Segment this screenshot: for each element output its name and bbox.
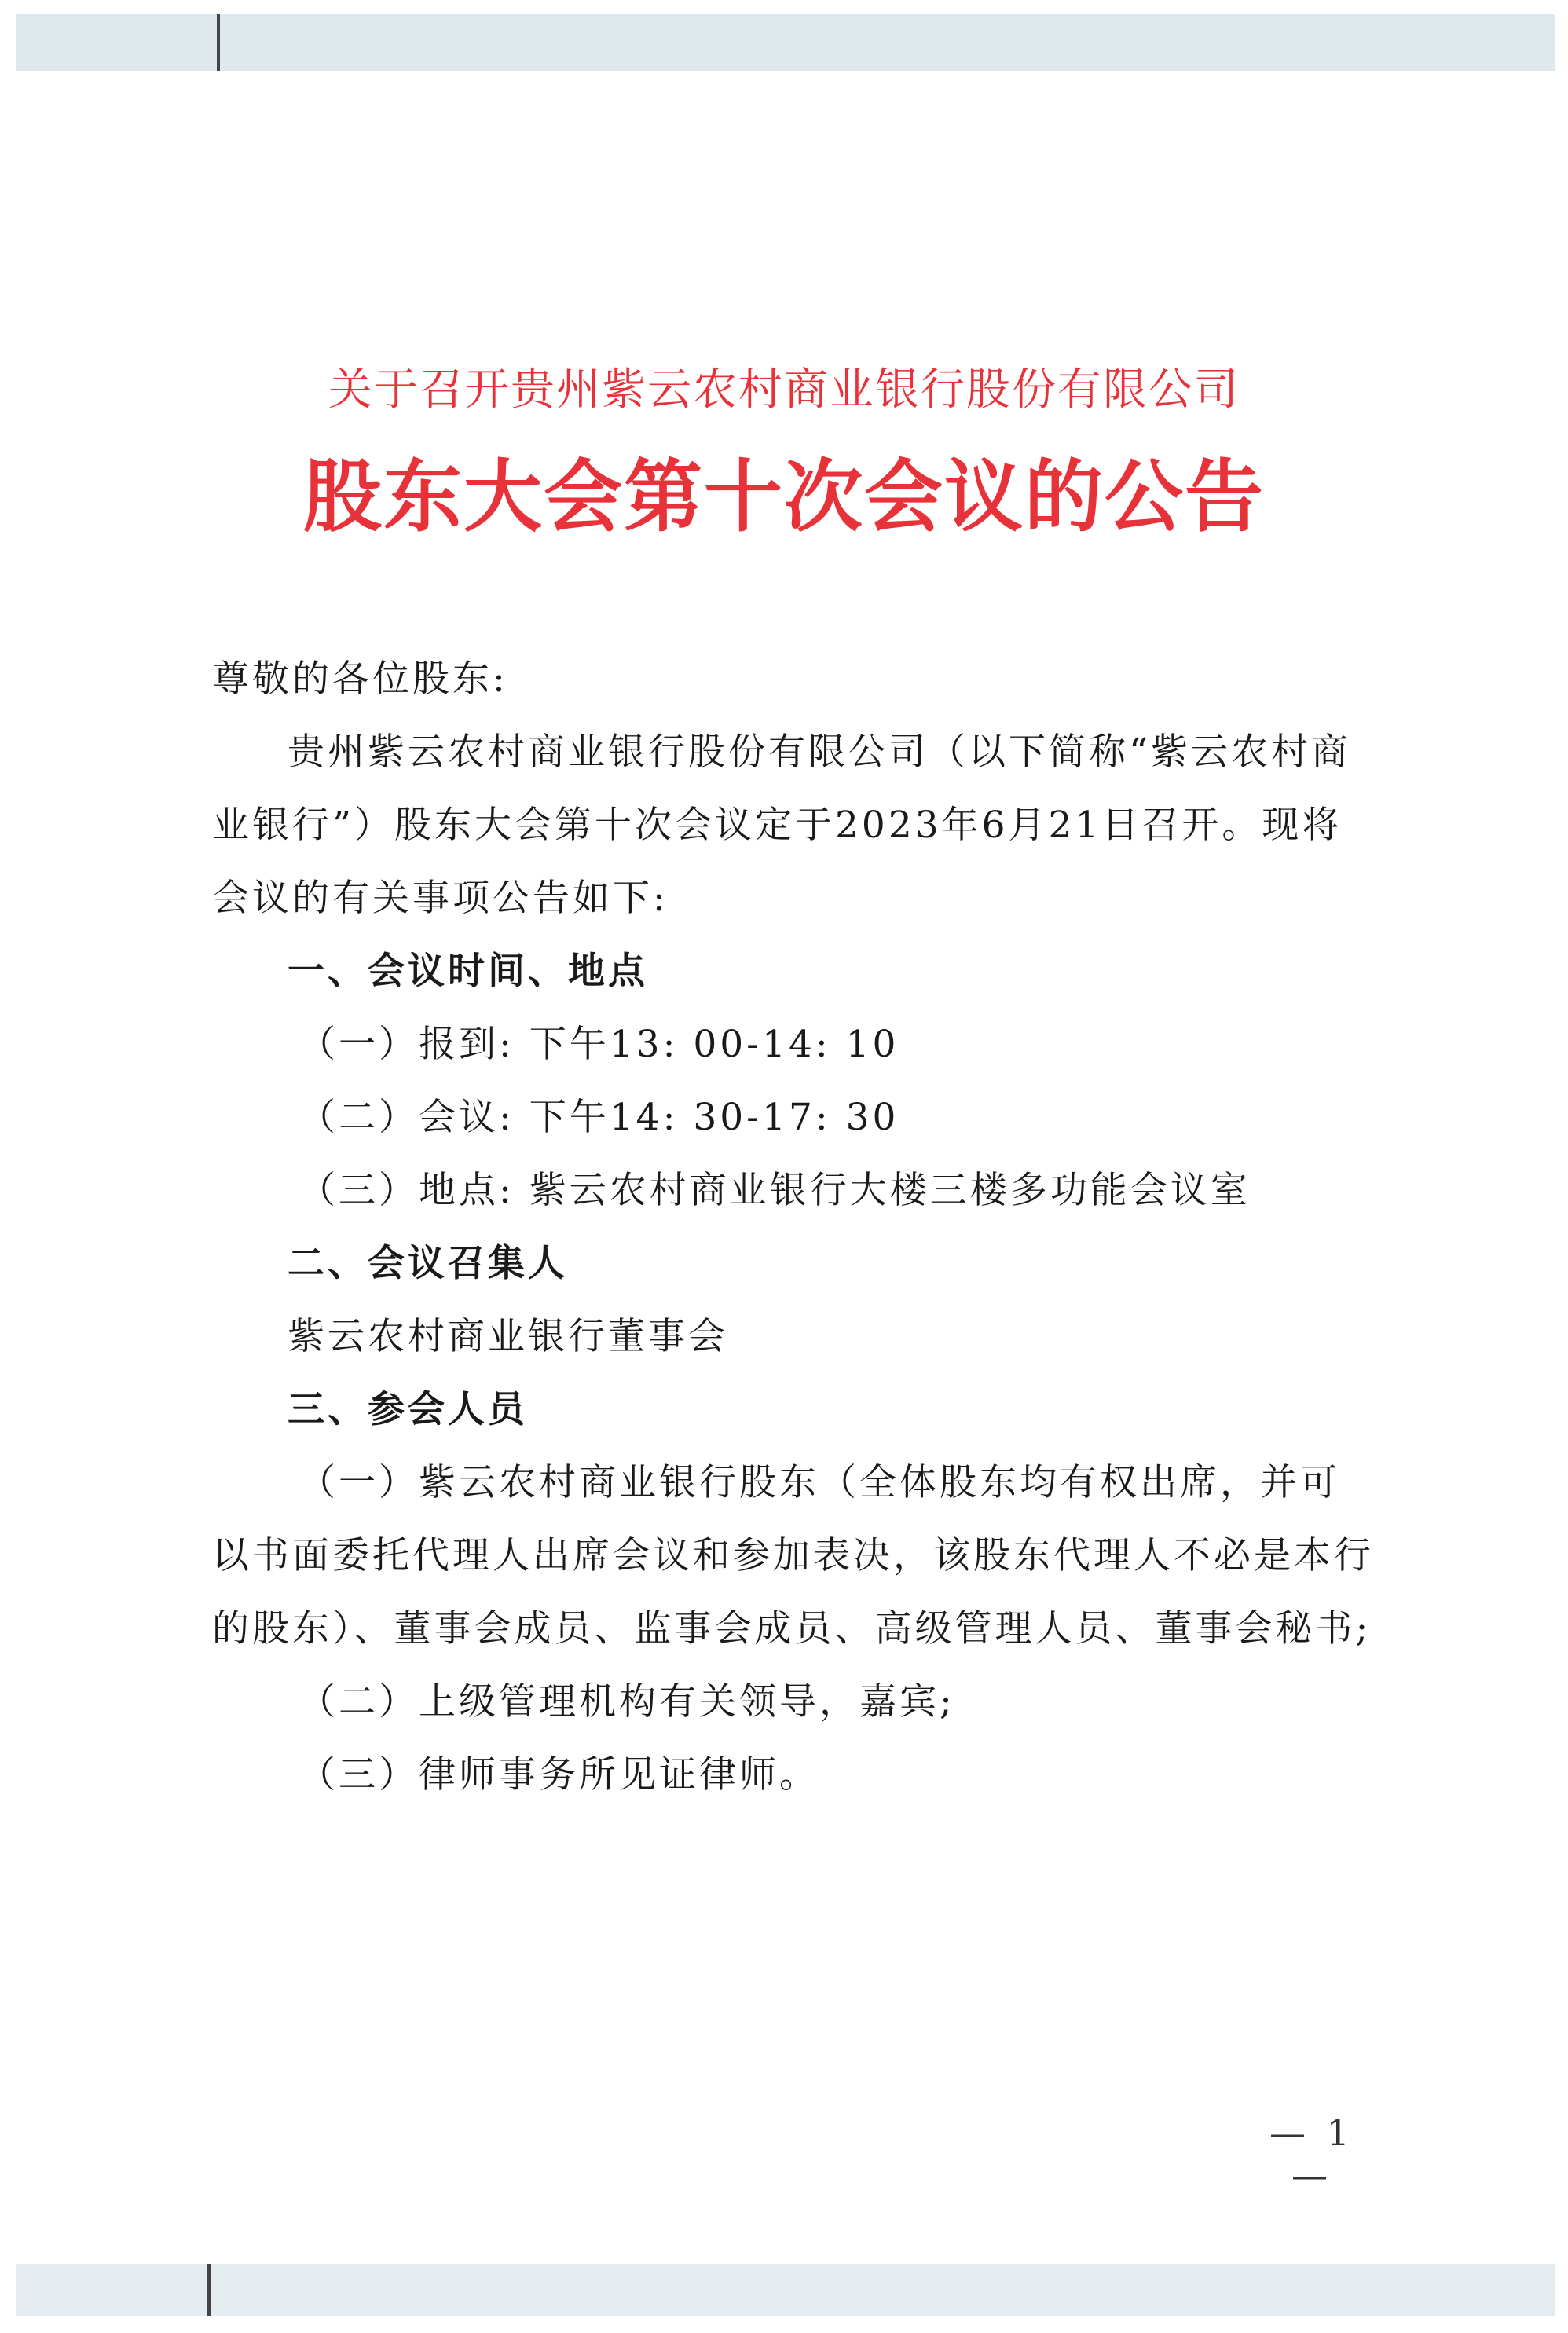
scan-edge-bottom — [16, 2264, 1555, 2316]
section-3-heading: 三、参会人员 — [288, 1388, 528, 1431]
scan-mark-bottom — [207, 2264, 211, 2316]
salutation: 尊敬的各位股东: — [212, 657, 508, 701]
document-body — [212, 643, 1375, 1811]
section-1-item: （二）会议: 下午14: 30-17: 30 — [299, 1096, 899, 1139]
section-2-text: 紫云农村商业银行董事会 — [288, 1315, 728, 1358]
section-3-item: （三）律师事务所见证律师。 — [299, 1753, 819, 1796]
section-3-item: （二）上级管理机构有关领导，嘉宾; — [299, 1680, 955, 1723]
section-1-item: （一）报到: 下午13: 00-14: 10 — [299, 1023, 899, 1066]
scan-edge-top — [16, 14, 1555, 71]
page-number: — 1 — — [1269, 2111, 1354, 2196]
title-line-1: 关于召开贵州紫云农村商业银行股份有限公司 — [328, 364, 1240, 416]
section-3-item: （一）紫云农村商业银行股东（全体股东均有权出席，并可以书面委托代理人出席会议和参加表决，该股东代理人不必是本行的股东）、董事会成员、监事会成员、高级管理人员、董事会秘书; — [212, 1461, 1374, 1650]
section-1-item: （三）地点: 紫云农村商业银行大楼三楼多功能会议室 — [299, 1169, 1251, 1212]
title-line-2: 股东大会第十次会议的公告 — [303, 450, 1265, 543]
section-1-heading: 一、会议时间、地点 — [288, 950, 648, 993]
section-2-heading: 二、会议召集人 — [288, 1242, 568, 1285]
scan-mark-top — [217, 14, 220, 71]
intro-paragraph: 贵州紫云农村商业银行股份有限公司（以下简称“紫云农村商业银行”）股东大会第十次会议定于2023年6月21日召开。现将会议的有关事项公告如下: — [212, 731, 1352, 920]
